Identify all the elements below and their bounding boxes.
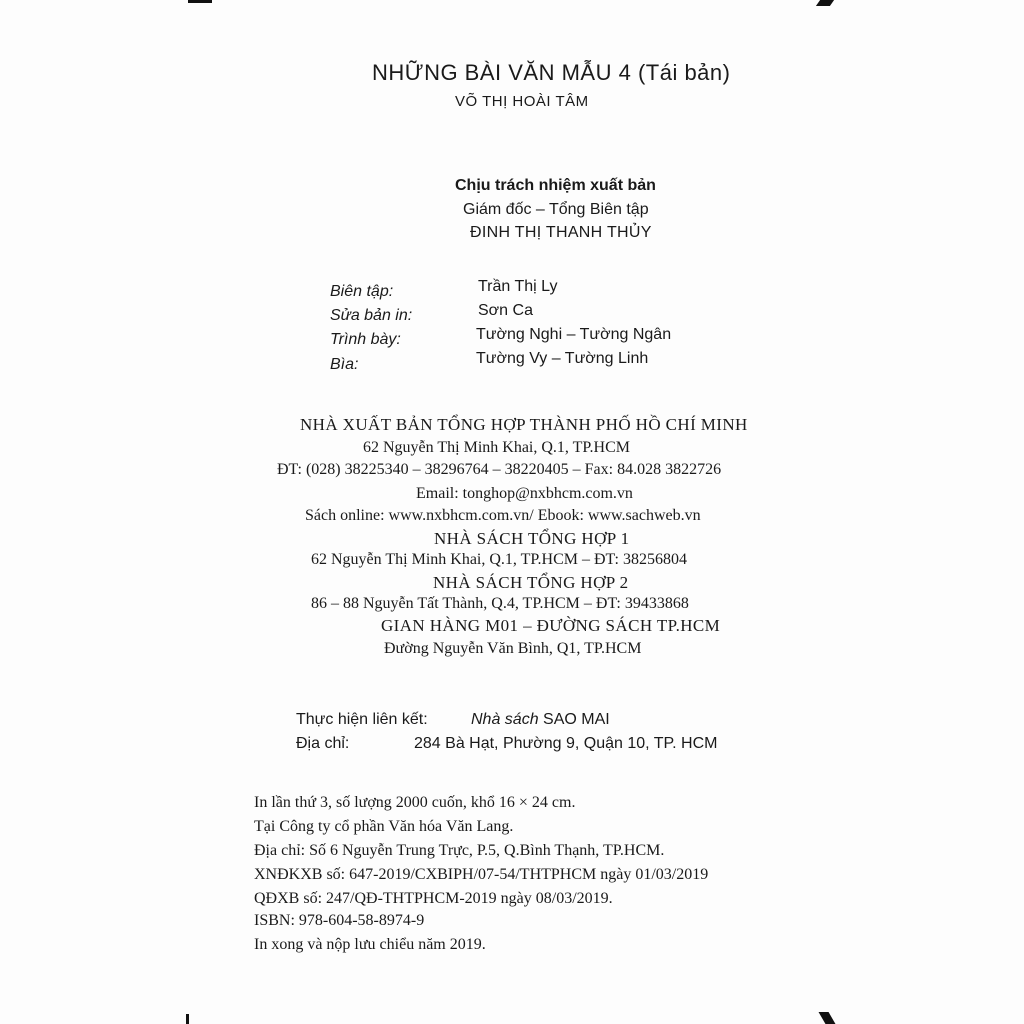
partner-value xyxy=(471,711,610,729)
publisher-email: Email: tonghop@nxbhcm.com.vn xyxy=(416,485,633,502)
book-title: NHỮNG BÀI VĂN MẪU 4 (Tái bản) xyxy=(372,60,731,85)
responsibility-role: Giám đốc – Tổng Biên tập xyxy=(463,201,649,218)
print-deposit: In xong và nộp lưu chiểu năm 2019. xyxy=(254,936,486,953)
scan-edge-mark xyxy=(819,1012,836,1024)
print-decision: QĐXB số: 247/QĐ-THTPHCM-2019 ngày 08/03/2019. xyxy=(254,890,613,907)
partner-value-italic: Nhà sách xyxy=(471,711,539,728)
scan-edge-mark xyxy=(816,0,834,6)
publisher-phone: ĐT: (028) 38225340 – 38296764 – 38220405 – Fax: 84.028 3822726 xyxy=(277,461,722,478)
print-edition: In lần thứ 3, số lượng 2000 cuốn, khổ 16 × 24 cm. xyxy=(254,794,576,811)
publisher-online: Sách online: www.nxbhcm.com.vn/ Ebook: www.sachweb.vn xyxy=(305,507,701,524)
scan-edge-mark xyxy=(188,0,212,3)
credit-value-proofreader: Sơn Ca xyxy=(478,302,533,319)
publisher-name: NHÀ XUẤT BẢN TỔNG HỢP THÀNH PHỐ HỒ CHÍ MINH xyxy=(300,415,748,434)
print-isbn: ISBN: 978-604-58-8974-9 xyxy=(254,912,425,929)
credit-value-editor: Trần Thị Ly xyxy=(478,278,558,295)
partner-label: Thực hiện liên kết: xyxy=(296,711,428,728)
responsibility-heading: Chịu trách nhiệm xuất bản xyxy=(455,177,656,194)
partner-value-rest: SAO MAI xyxy=(538,711,610,728)
credit-label-cover: Bìa: xyxy=(330,356,359,373)
book-author: VÕ THỊ HOÀI TÂM xyxy=(455,93,589,110)
store1-address: 62 Nguyễn Thị Minh Khai, Q.1, TP.HCM – ĐT: 38256804 xyxy=(311,551,687,568)
booth-address: Đường Nguyễn Văn Bình, Q1, TP.HCM xyxy=(384,640,642,657)
booth-name: GIAN HÀNG M01 – ĐƯỜNG SÁCH TP.HCM xyxy=(381,616,721,635)
scan-edge-mark xyxy=(186,1014,189,1024)
publisher-address: 62 Nguyễn Thị Minh Khai, Q.1, TP.HCM xyxy=(363,439,630,456)
store1-name: NHÀ SÁCH TỔNG HỢP 1 xyxy=(434,529,630,548)
partner-address-value: 284 Bà Hạt, Phường 9, Quận 10, TP. HCM xyxy=(414,735,718,752)
credit-value-layout: Tường Nghi – Tường Ngân xyxy=(476,326,672,343)
credit-label-layout: Trình bày: xyxy=(330,331,401,348)
credit-label-proofreader: Sửa bản in: xyxy=(330,307,413,324)
partner-address-label: Địa chỉ: xyxy=(296,735,350,752)
responsibility-name: ĐINH THỊ THANH THỦY xyxy=(470,224,652,241)
print-registration: XNĐKXB số: 647-2019/CXBIPH/07-54/THTPHCM ngày 01/03/2019 xyxy=(254,866,709,883)
credit-value-cover: Tường Vy – Tường Linh xyxy=(476,350,649,367)
print-company: Tại Công ty cổ phần Văn hóa Văn Lang. xyxy=(254,818,514,835)
print-address: Địa chỉ: Số 6 Nguyễn Trung Trực, P.5, Q.Bình Thạnh, TP.HCM. xyxy=(254,842,665,859)
store2-name: NHÀ SÁCH TỔNG HỢP 2 xyxy=(433,573,629,592)
store2-address: 86 – 88 Nguyễn Tất Thành, Q.4, TP.HCM – ĐT: 39433868 xyxy=(311,595,689,612)
credit-label-editor: Biên tập: xyxy=(330,283,394,300)
